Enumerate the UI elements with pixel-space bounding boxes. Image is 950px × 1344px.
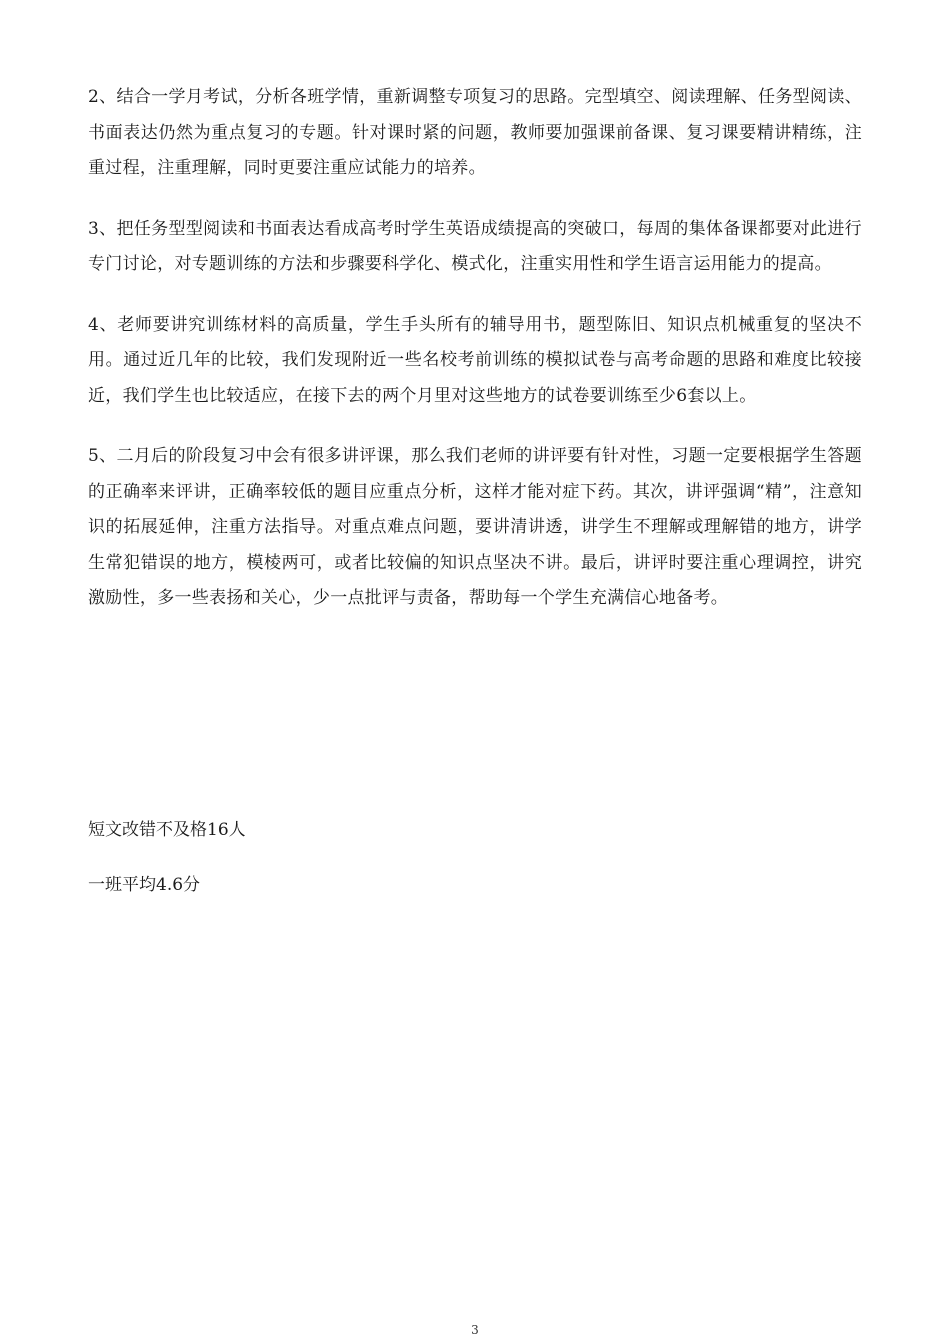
document-body: [88, 80, 862, 642]
paragraph-item-2: 2、结合一学月考试，分析各班学情，重新调整专项复习的思路。完型填空、阅读理解、任务型阅读、书面表达仍然为重点复习的专题。针对课时紧的问题，教师要加强课前备课、复习课要精讲精练，注重过程，注重理解，同时更要注重应试能力的培养。: [88, 87, 862, 178]
note-failing-count: 短文改错不及格16人: [88, 820, 246, 840]
paragraph-item-5: 5、二月后的阶段复习中会有很多讲评课，那么我们老师的讲评要有针对性，习题一定要根据学生答题的正确率来评讲，正确率较低的题目应重点分析，这样才能对症下药。其次，讲评强调“精”，注意知识的拓展延伸，注重方法指导。对重点难点问题，要讲清讲透，讲学生不理解或理解错的地方，讲学生常犯错误的地方，模棱两可，或者比较偏的知识点坚决不讲。最后，讲评时要注重心理调控，讲究激励性，多一些表扬和关心，少一点批评与责备，帮助每一个学生充满信心地备考。: [88, 446, 862, 608]
page-number: 3: [471, 1323, 479, 1337]
paragraph-item-4: 4、老师要讲究训练材料的高质量，学生手头所有的辅导用书，题型陈旧、知识点机械重复的坚决不用。通过近几年的比较，我们发现附近一些名校考前训练的模拟试卷与高考命题的思路和难度比较接近，我们学生也比较适应，在接下去的两个月里对这些地方的试卷要训练至少6套以上。: [88, 314, 862, 406]
paragraph-item-3: 3、把任务型型阅读和书面表达看成高考时学生英语成绩提高的突破口，每周的集体备课都要对此进行专门讨论，对专题训练的方法和步骤要科学化、模式化，注重实用性和学生语言运用能力的提高。: [88, 218, 862, 274]
note-class-average: 一班平均4.6分: [88, 875, 201, 895]
